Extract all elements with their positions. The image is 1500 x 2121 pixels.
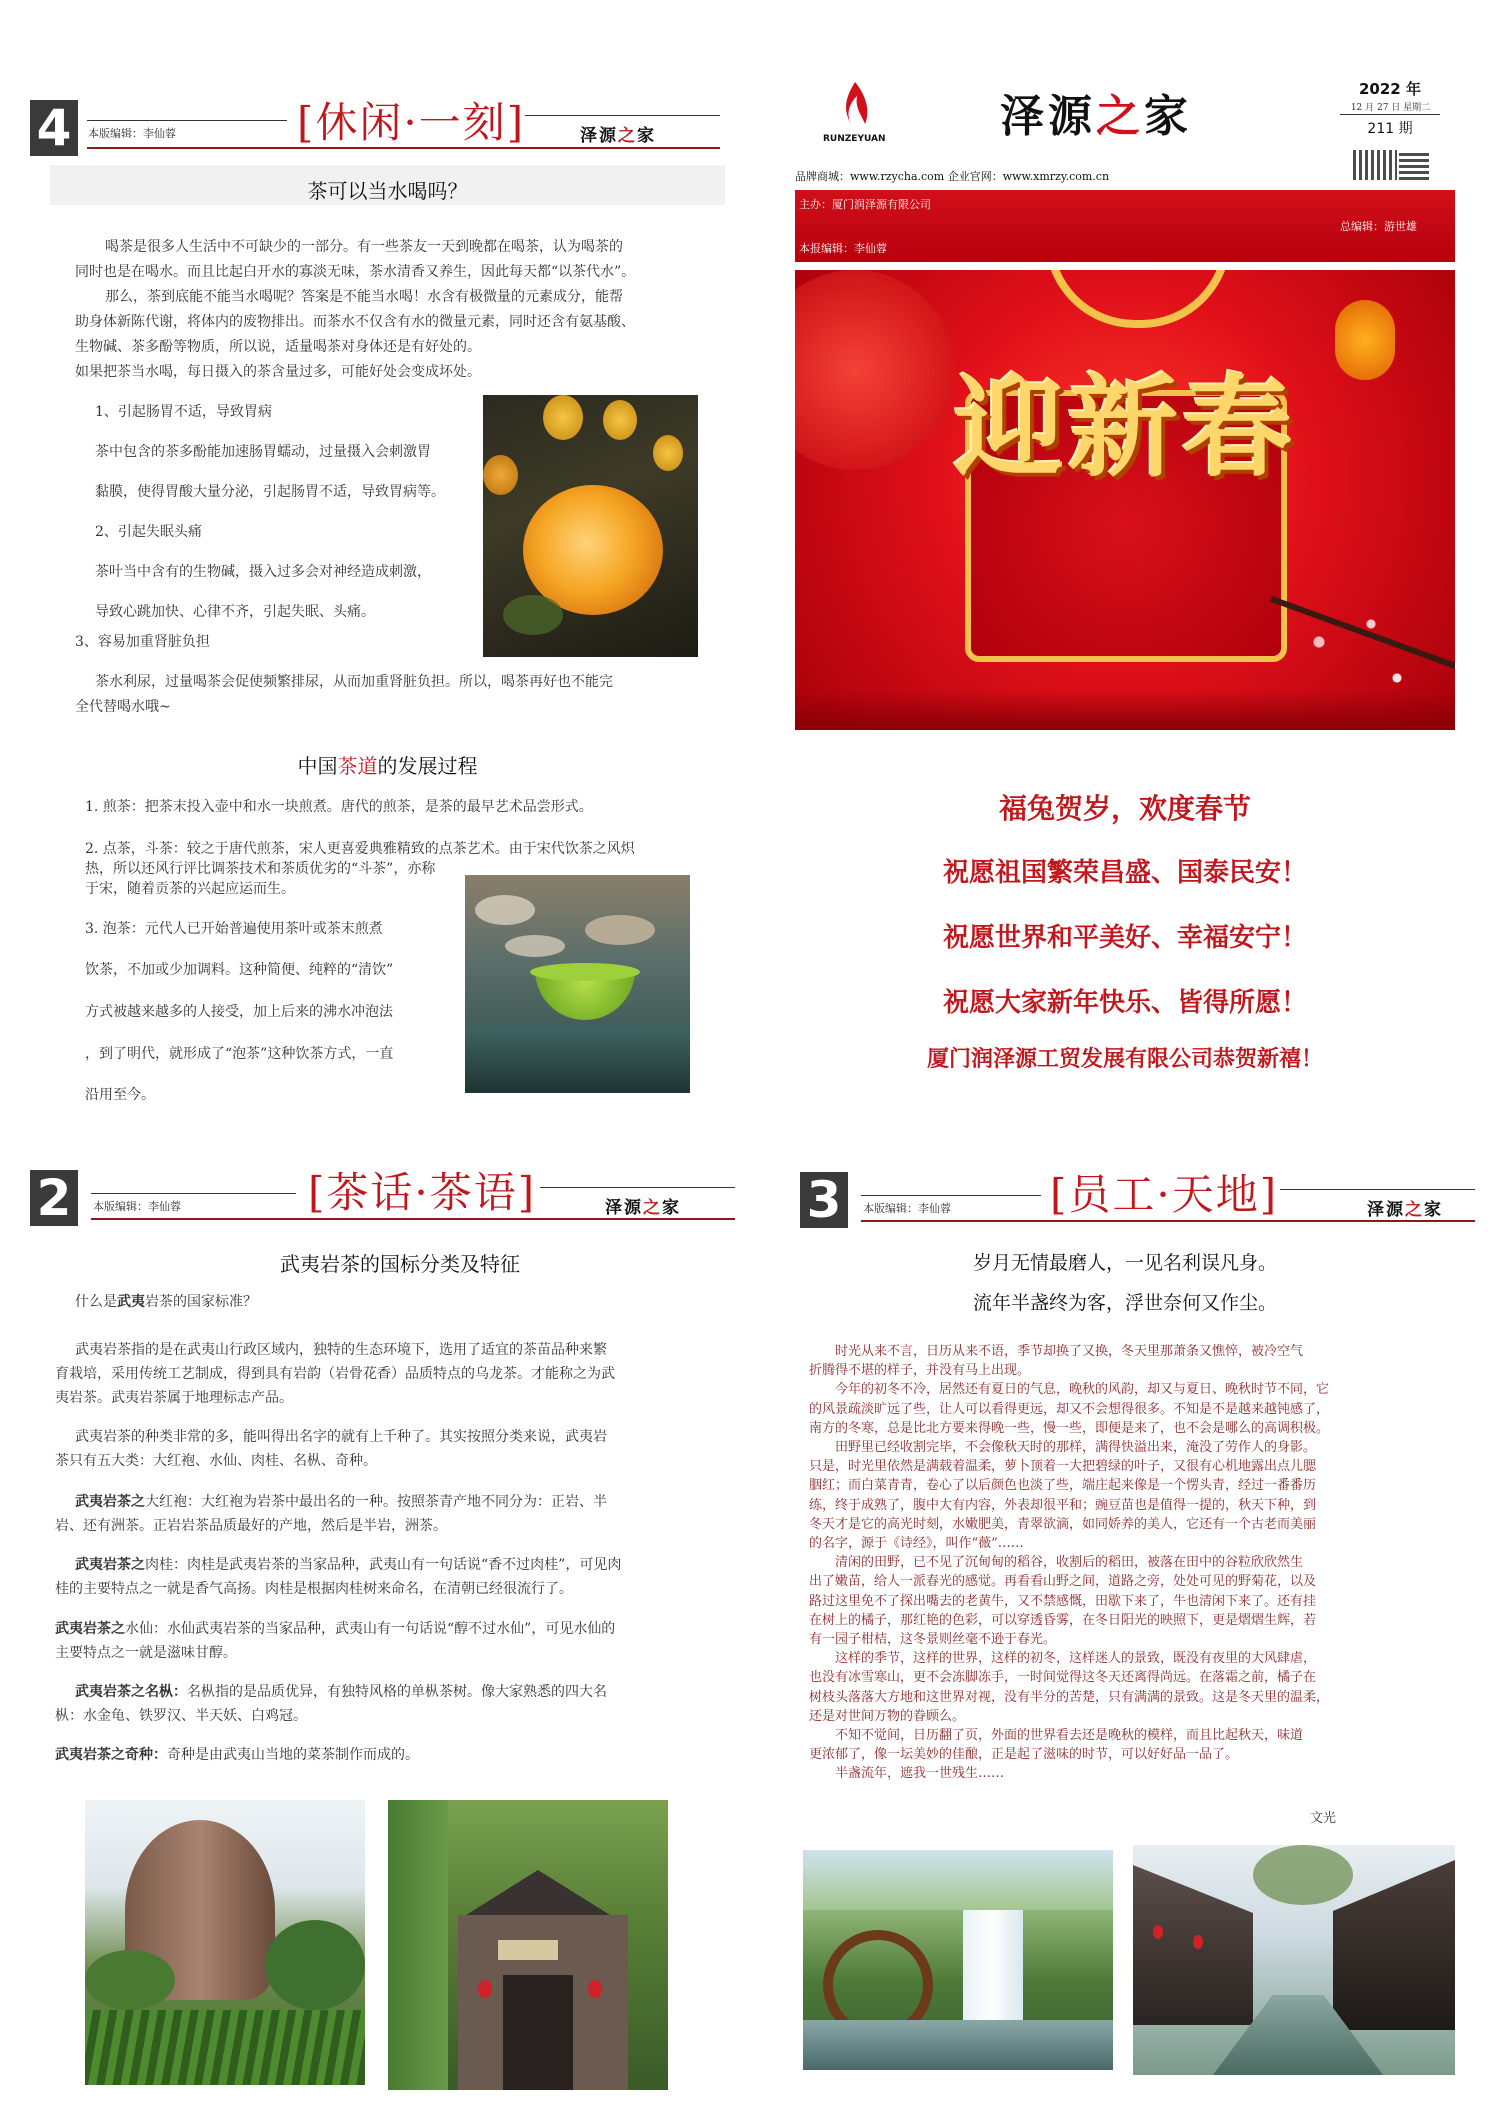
- qr-code-icon-2: [1399, 150, 1429, 180]
- essay-line: 今年的初冬不冷，居然还有夏日的气息，晚秋的风韵，却又与夏日、晚秋时节不同，它: [835, 1382, 1330, 1398]
- issue-number: 211 期: [1367, 121, 1413, 137]
- essay-line: 时光从来不言，日历从来不语，季节却换了又换，冬天里那萧条又憔悴，被冷空气: [835, 1344, 1304, 1359]
- masthead: 泽源之家: [1000, 91, 1192, 142]
- page-number: 3: [800, 1172, 848, 1228]
- rose-image: [483, 395, 698, 657]
- essay-line: 路过这里免不了探出嘴去的老黄牛，又不禁感慨，田歇下来了，牛也清闲下来了。还有挂: [809, 1593, 1317, 1609]
- section-title: [茶话·茶语]: [308, 1168, 537, 1217]
- essay-line: 的名字，源于《诗经》，叫作“薇”……: [809, 1536, 1024, 1551]
- essay-line: 也没有冰雪寒山，更不会冻脚冻手，一时间觉得这冬天还离得尚远。在落霜之前，橘子在: [809, 1670, 1317, 1686]
- essay-line: 有一园子柑桔，这冬景则丝毫不逊于春光。: [809, 1632, 1057, 1647]
- qr-code-icon: [1353, 150, 1397, 180]
- essay-line: 清闲的田野，已不见了沉甸甸的稻谷，收割后的稻田，被落在田中的谷粒欣欣然生: [835, 1555, 1304, 1571]
- sponsor: 主办：厦门润泽源有限公司: [799, 198, 931, 211]
- page-editor: 本版编辑：李仙蓉: [863, 1202, 951, 1215]
- chief-editor: 总编辑：游世雄: [1340, 220, 1417, 233]
- article-title: 茶可以当水喝吗？: [307, 179, 468, 203]
- page-1-front: [795, 70, 1475, 1120]
- page-number: 4: [30, 100, 78, 156]
- greeting-3: 祝愿世界和平美好、幸福安宁！: [942, 923, 1307, 953]
- essay-line: 的风景疏淡旷远了些，让人可以看得更远，却又不会想得很多。不知是不是越来越钝感了，: [809, 1401, 1330, 1417]
- essay-line: 在树上的橘子，那红艳的色彩，可以穿透昏雾，在冬日阳光的映照下，更是熠熠生辉，若: [809, 1612, 1317, 1628]
- section-title: [休闲·一刻]: [297, 98, 526, 147]
- essay-line: 冬天才是它的高光时刻，水嫩肥美，青翠欲滴，如同娇养的美人，它还有一个古老而美丽: [809, 1516, 1317, 1532]
- essay-line: 树枝头落落大方地和这世界对视，没有半分的苦楚，只有满满的景致。这是冬天里的温柔，: [809, 1689, 1330, 1705]
- brand-logo-icon: [835, 80, 875, 130]
- poem-line-1: 岁月无情最磨人，一见名利误凡身。: [972, 1252, 1277, 1274]
- header-logo: 泽源之家: [605, 1198, 681, 1218]
- website-links: 品牌商城：www.rzycha.com 企业官网：www.xmrzy.com.cn: [795, 170, 1110, 183]
- mountain-image: [85, 1800, 365, 2085]
- info-bar: [795, 190, 1455, 262]
- essay-line: 南方的冬寒，总是比北方要来得晚一些，慢一些，即便是来了，也不会是哪么的高调积极。: [809, 1420, 1330, 1436]
- greeting-4: 祝愿大家新年快乐、皆得所愿！: [942, 988, 1307, 1018]
- essay-line: 还是对世间万物的眷顾么。: [809, 1708, 966, 1724]
- greeting-1: 福兔贺岁，欢度春节: [998, 792, 1251, 825]
- spring-banner-image: [795, 270, 1455, 730]
- banner-text: 迎新春: [954, 363, 1296, 492]
- canal-town-image: [1133, 1845, 1455, 2075]
- page-number: 2: [30, 1170, 78, 1226]
- essay-line: 更浓郁了，像一坛美妙的佳酿，正是起了滋味的时节，可以好好品一品了。: [809, 1747, 1239, 1763]
- poem-line-2: 流年半盏终为客，浮世奈何又作尘。: [972, 1292, 1277, 1314]
- page-3: [795, 1160, 1475, 2100]
- essay-author: 文光: [1310, 1811, 1337, 1826]
- greeting-2: 祝愿祖国繁荣昌盛、国泰民安！: [942, 858, 1307, 888]
- old-gate-image: [388, 1800, 668, 2090]
- essay-line: 只是，时光里依然是满载着温柔，萝卜顶着一大把碧绿的叶子，又很有心机地露出点儿腮: [809, 1459, 1317, 1475]
- page-2: 2 本版编辑：李仙蓉 [茶话·茶语] 泽源之家 武夷岩茶的国标分类及特征 什么是武夷岩茶的国家标准？ 武夷岩茶指的是在武夷山行政区域内，独特的生态环境下，选用了适宜的茶苗品种来繁 育栽培，采用传统工艺制成，得到具有岩韵（岩骨花香）品质特点的乌龙茶。才能称之为武 夷岩茶。武夷岩茶属于地理标志产品。 武夷岩茶的种类非常的多，能叫得出名字的就有上千种了。其实按照分类来说，武夷岩 茶只有五大类：大红袍、水仙、肉桂、名枞、奇种。 武夷岩茶之大红袍：大红袍为岩茶中最出名的一种。按照茶青产地不同分为：正岩、半 岩、还有洲茶。正岩岩茶品质最好的产地，然后是半岩，洲茶。 武夷岩茶之肉桂：肉桂是武夷岩茶的当家品种，武夷山有一句话说“香不过肉桂”，可见肉 桂的主要特点之一就是香气高扬。肉桂是根据肉桂树来命名，在清朝已经很流行了。 武夷岩茶之水仙：水仙武夷岩茶的当家品种，武夷山有一句话说“醇不过水仙”，可见水仙的 主要特点之一就是滋味甘醇。 武夷岩茶之名枞：名枞指的是品质优异，有独特风格的单枞茶树。像大家熟悉的四大名 枞：水金龟、铁罗汉、半天妖、白鸡冠。 武夷岩茶之奇种：奇种是由武夷山当地的菜茶制作而成的。: [25, 1160, 735, 2100]
- article-question: 什么是武夷岩茶的国家标准？: [75, 1294, 257, 1310]
- header-logo: 泽源之家: [1367, 1200, 1443, 1220]
- page-editor: 本版编辑：李仙蓉: [88, 127, 176, 140]
- page-editor: 本版编辑：李仙蓉: [93, 1200, 181, 1213]
- greeting-5: 厦门润泽源工贸发展有限公司恭贺新禧！: [926, 1046, 1323, 1072]
- issue-year: 2022 年: [1359, 80, 1421, 98]
- essay-line: 这样的季节，这样的世界，这样的初冬，这样迷人的景致，既没有夜里的大风肆虐，: [835, 1651, 1317, 1667]
- issue-date: 12 月 27 日 星期二: [1350, 103, 1431, 113]
- header-logo: 泽源之家: [580, 126, 656, 146]
- article-title: 武夷岩茶的国标分类及特征: [280, 1252, 520, 1276]
- waterfall-image: [803, 1850, 1113, 2070]
- page-editor: 本报编辑：李仙蓉: [799, 242, 887, 255]
- essay-line: 半盏流年，遮我一世残生……: [835, 1766, 1005, 1782]
- essay-line: 田野里已经收割完毕，不会像秋天时的那样，满得快溢出来，淹没了劳作人的身影。: [835, 1440, 1317, 1455]
- article2-title: 中国茶道的发展过程: [297, 754, 478, 778]
- essay-line: 练，终于成熟了，腹中大有内容，外表却很平和；豌豆苗也是值得一提的，秋天下种，到: [809, 1497, 1317, 1513]
- brand-name: RUNZEYUAN: [823, 134, 886, 144]
- tea-cup-image: [465, 875, 690, 1093]
- essay-line: 胭红；而白菜青青，卷心了以后颜色也淡了些，端庄起来像是一个愣头青，经过一番番历: [809, 1478, 1317, 1494]
- essay-line: 折腾得不堪的样子，并没有马上出现。: [809, 1363, 1031, 1379]
- essay-line: 不知不觉间，日历翻了页，外面的世界看去还是晚秋的模样，而且比起秋天，味道: [835, 1728, 1304, 1743]
- essay-line: 出了嫩苗，给人一派春光的感觉。再看看山野之间，道路之旁，处处可见的野菊花，以及: [809, 1574, 1317, 1590]
- page-4: 4 本版编辑：李仙蓉 [休闲·一刻] 泽源之家 茶可以当水喝吗？ 喝茶是很多人生活中不可缺少的一部分。有一些茶友一天到晚都在喝茶，认为喝茶的 同时也是在喝水。而且比起白开水的寡淡无味，茶水清香又养生，因此每天都“以茶代水”。 那么，茶到底能不能当水喝呢？答案是不能当水喝！水含有极微量的元素成分，能帮 助身体新陈代谢，将体内的废物排出。而茶水不仅含有水的微量元素，同时还含有氨基酸、 生物碱、茶多酚等物质，所以说，适量喝茶对身体还是有好处的。 如果把茶当水喝，每日摄入的茶含量过多，可能好处会变成坏处。 1、引起肠胃不适，导致胃病 茶中包含的茶多酚能加速肠胃蠕动，过量摄入会刺激胃 黏膜，使得胃酸大量分泌，引起肠胃不适，导致胃病等。 2、引起失眠头痛 茶叶当中含有的生物碱，摄入过多会对神经造成刺激， 导致心跳加快、心律不齐，引起失眠、头痛。 3、容易加重肾脏负担 茶水利尿，过量喝茶会促使频繁排尿，从而加重肾脏负担。所以，喝茶再好也不能完 全代替喝水哦~ 中国茶道的发展过程 1. 煎茶：把茶末投入壶中和水一块煎煮。唐代的煎茶，是茶的最早艺术品尝形式。 2. 点茶，斗茶：较之于唐代煎茶，宋人更喜爱典雅精致的点茶艺术。由于宋代饮茶之风炽 热，所以还风行评比调茶技术和茶质优劣的“斗茶”，亦称 于宋，随着贡茶的兴起应运而生。 3. 泡茶：元代人已开始普遍使用茶叶或茶末煎煮 饮茶，不加或少加调料。这种简便、纯粹的“清饮” 方式被越来越多的人接受，加上后来的沸水冲泡法 ，到了明代，就形成了“泡茶”这种饮茶方式，一直 沿用至今。: [25, 85, 735, 1135]
- section-title: [员工·天地]: [1050, 1170, 1279, 1219]
